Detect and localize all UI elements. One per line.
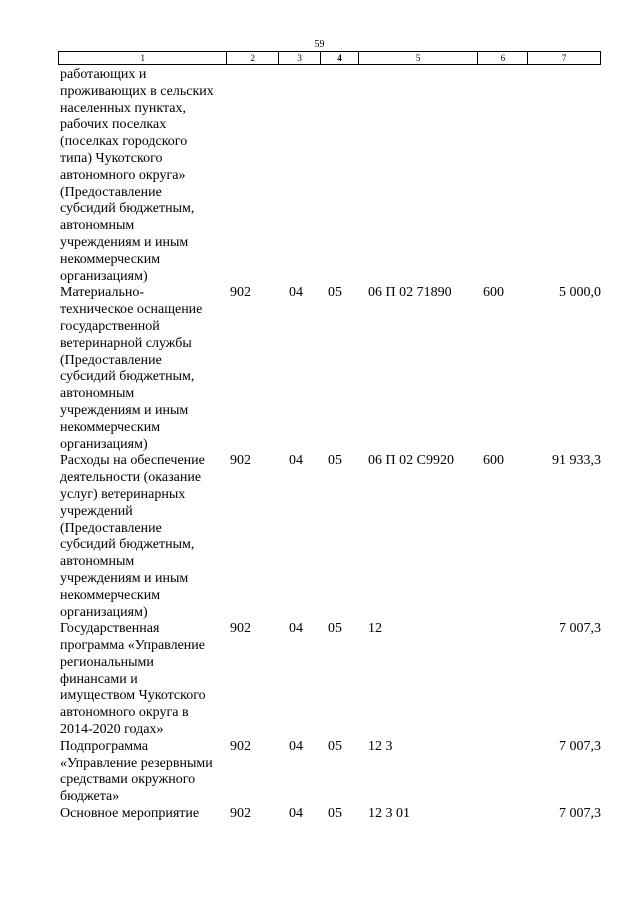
description-line: организациям)	[60, 436, 148, 452]
cell-amount	[529, 67, 601, 285]
description-line: автономным	[60, 554, 135, 570]
table-row	[60, 67, 603, 285]
header-col-5: 5	[358, 52, 478, 64]
description-line: государственной	[60, 318, 160, 334]
cell-section: 04	[289, 453, 303, 469]
description-line: учреждений	[60, 503, 133, 519]
page-number: 59	[314, 39, 325, 50]
cell-ministry-code: 902	[230, 285, 251, 301]
cell-target-article: 06 П 02 С9920	[368, 453, 454, 469]
description-line: (поселках городского	[60, 134, 188, 150]
description-line: региональными	[60, 654, 154, 670]
cell-section: 04	[289, 621, 303, 637]
description-line: Основное мероприятие	[60, 806, 200, 822]
description-line: населенных пунктах,	[60, 100, 186, 116]
description-line: субсидий бюджетным,	[60, 201, 195, 217]
description-line: автономного округа в	[60, 705, 189, 721]
table-body	[60, 67, 603, 823]
description-line: Материально-	[60, 285, 144, 301]
cell-amount: 91 933,3	[552, 453, 601, 469]
description-line: Подпрограмма	[60, 738, 149, 754]
cell-ministry-code	[230, 67, 283, 285]
description-line: услуг) ветеринарных	[60, 486, 186, 502]
description-line: некоммерческим	[60, 251, 161, 267]
row-description	[60, 453, 230, 621]
description-line: деятельности (оказание	[60, 470, 202, 486]
header-col-6: 6	[477, 52, 527, 64]
description-line: средствами окружного	[60, 772, 196, 788]
description-line: (Предоставление	[60, 184, 162, 200]
row-description	[60, 285, 230, 453]
cell-amount: 7 007,3	[559, 738, 601, 754]
description-line: автономного округа»	[60, 167, 186, 183]
description-line: автономным	[60, 218, 135, 234]
description-line: организациям)	[60, 268, 148, 284]
description-line: бюджета»	[60, 789, 120, 805]
description-line: проживающих в сельских	[60, 83, 214, 99]
description-line: типа) Чукотского	[60, 150, 163, 166]
description-line: учреждениям и иным	[60, 234, 189, 250]
table-row	[60, 806, 603, 823]
table-row	[60, 621, 603, 739]
cell-subsection: 05	[328, 285, 342, 301]
description-line: работающих и	[60, 67, 147, 82]
cell-section: 04	[289, 806, 303, 822]
table-row	[60, 453, 603, 621]
description-line: техническое оснащение	[60, 302, 203, 318]
description-line: учреждениям и иным	[60, 570, 189, 586]
description-line: автономным	[60, 386, 135, 402]
description-line: рабочих поселках	[60, 117, 167, 133]
cell-subsection: 05	[328, 621, 342, 637]
cell-expense-type: 600	[483, 453, 504, 469]
row-description	[60, 739, 230, 806]
description-line: Государственная	[60, 621, 160, 637]
description-line: некоммерческим	[60, 419, 161, 435]
description-line: имуществом Чукотского	[60, 688, 206, 704]
row-description	[60, 67, 230, 285]
description-line: 2014-2020 годах»	[60, 722, 164, 738]
description-line: некоммерческим	[60, 587, 161, 603]
description-line: субсидий бюджетным,	[60, 369, 195, 385]
cell-ministry-code: 902	[230, 621, 251, 637]
header-col-4: 4	[320, 52, 358, 64]
description-line: ветеринарной службы	[60, 335, 192, 351]
table-row	[60, 739, 603, 806]
cell-section: 04	[289, 738, 303, 754]
cell-target-article: 12 3	[368, 738, 393, 754]
row-description	[60, 806, 230, 823]
header-col-3: 3	[278, 52, 320, 64]
cell-ministry-code: 902	[230, 738, 251, 754]
description-line: учреждениям и иным	[60, 402, 189, 418]
cell-target-article: 12 3 01	[368, 806, 410, 822]
cell-target-article: 12	[368, 621, 382, 637]
cell-subsection: 05	[328, 738, 342, 754]
cell-subsection: 05	[328, 453, 342, 469]
header-col-7: 7	[527, 52, 600, 64]
cell-amount: 5 000,0	[559, 285, 601, 301]
description-line: субсидий бюджетным,	[60, 537, 195, 553]
cell-expense-type	[479, 739, 529, 806]
cell-amount: 7 007,3	[559, 806, 601, 822]
description-line: финансами и	[60, 671, 138, 687]
cell-amount: 7 007,3	[559, 621, 601, 637]
cell-target-article	[361, 67, 479, 285]
description-line: Расходы на обеспечение	[60, 453, 205, 469]
description-line: организациям)	[60, 604, 148, 620]
cell-expense-type	[479, 621, 529, 739]
cell-ministry-code: 902	[230, 806, 251, 822]
table-row	[60, 285, 603, 453]
cell-expense-type	[479, 67, 529, 285]
header-col-1: 1	[140, 53, 145, 63]
description-line: «Управление резервными	[60, 755, 213, 771]
header-col-2: 2	[226, 52, 278, 64]
cell-expense-type: 600	[483, 285, 504, 301]
table-header-row	[58, 51, 601, 65]
cell-target-article: 06 П 02 71890	[368, 285, 452, 301]
row-description	[60, 621, 230, 739]
cell-ministry-code: 902	[230, 453, 251, 469]
cell-section: 04	[289, 285, 303, 301]
cell-expense-type	[479, 806, 529, 823]
cell-subsection: 05	[328, 806, 342, 822]
description-line: (Предоставление	[60, 352, 162, 368]
description-line: программа «Управление	[60, 638, 205, 654]
cell-subsection	[323, 67, 361, 285]
cell-section	[283, 67, 323, 285]
description-line: (Предоставление	[60, 520, 162, 536]
